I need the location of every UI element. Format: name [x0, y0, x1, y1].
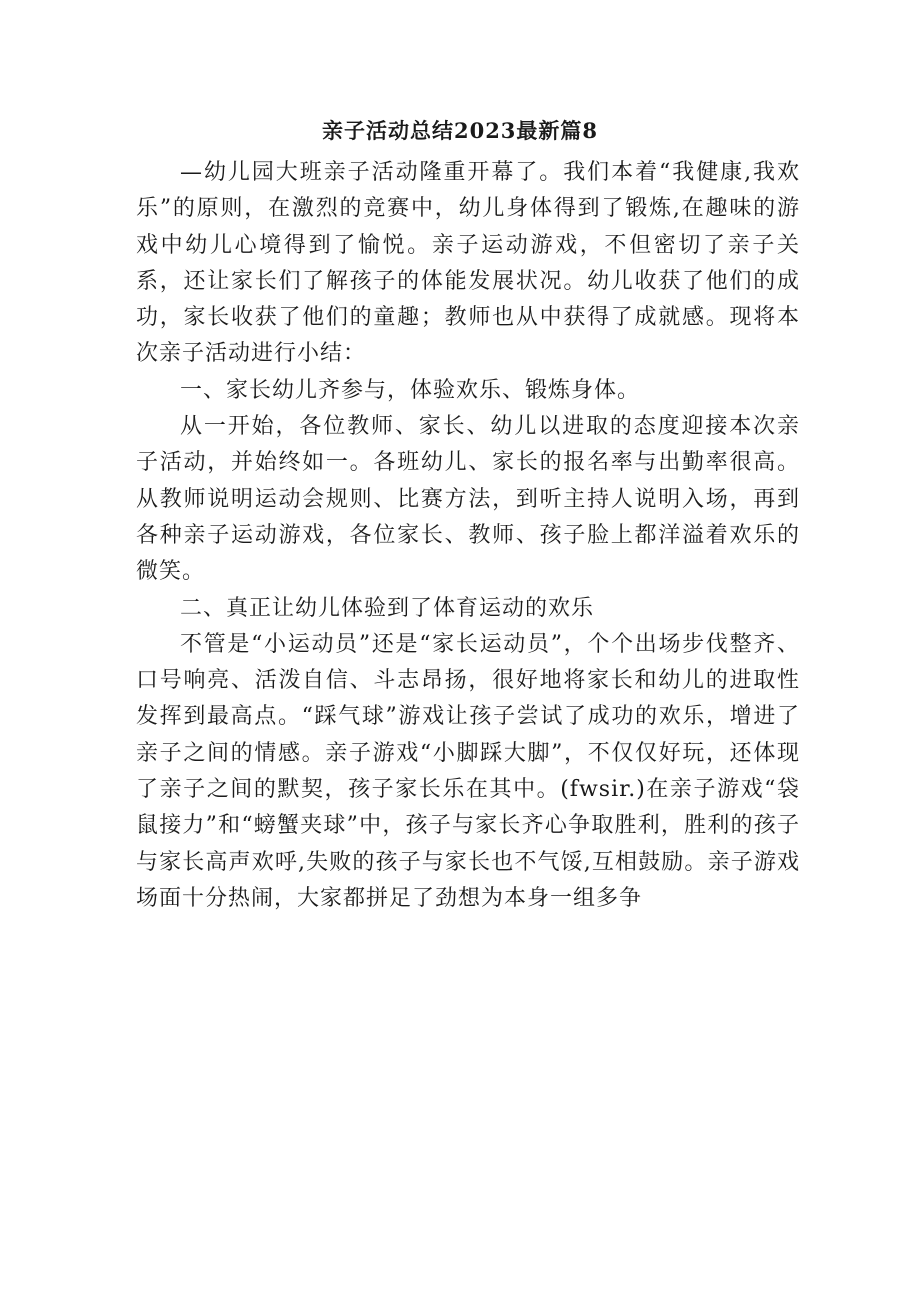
section-heading-1: 一、家长幼儿齐参与，体验欢乐、锻炼身体。	[180, 377, 641, 403]
paragraph-section-2: 不管是“小运动员”还是“家长运动员”，个个出场步伐整齐、口号响亮、活泼自信、斗志昂扬，很好地将家长和幼儿的进取性发挥到最高点。“踩气球”游戏让孩子尝试了成功的欢乐，增进了亲子之间的情感。亲子游戏“小脚踩大脚”，不仅仅好玩，还体现了亲子之间的默契，孩子家长乐在其中。(fwsir.)在亲子游戏“袋鼠接力”和“螃蟹夹球”中，孩子与家长齐心争取胜利，胜利的孩子与家长高声欢呼,失败的孩子与家长也不气馁,互相鼓励。亲子游戏场面十分热闹，大家都拼足了劲想为本身一组多争	[136, 631, 800, 911]
paragraph-section-1: 从一开始，各位教师、家长、幼儿以进取的态度迎接本次亲子活动，并始终如一。各班幼儿、家长的报名率与出勤率很高。从教师说明运动会规则、比赛方法，到听主持人说明入场，再到各种亲子运动游戏，各位家长、教师、孩子脸上都洋溢着欢乐的微笑。	[136, 414, 800, 585]
paragraph-intro: —幼儿园大班亲子活动隆重开幕了。我们本着“我健康,我欢乐”的原则，在激烈的竞赛中，幼儿身体得到了锻炼,在趣味的游戏中幼儿心境得到了愉悦。亲子运动游戏，不但密切了亲子关系，还让家长们了解孩子的体能发展状况。幼儿收获了他们的成功，家长收获了他们的童趣；教师也从中获得了成就感。现将本次亲子活动进行小结：	[136, 160, 800, 367]
section-heading-2: 二、真正让幼儿体验到了体育运动的欢乐	[180, 595, 595, 621]
document-body	[136, 155, 800, 917]
document-title: 亲子活动总结2023最新篇8	[321, 118, 599, 143]
